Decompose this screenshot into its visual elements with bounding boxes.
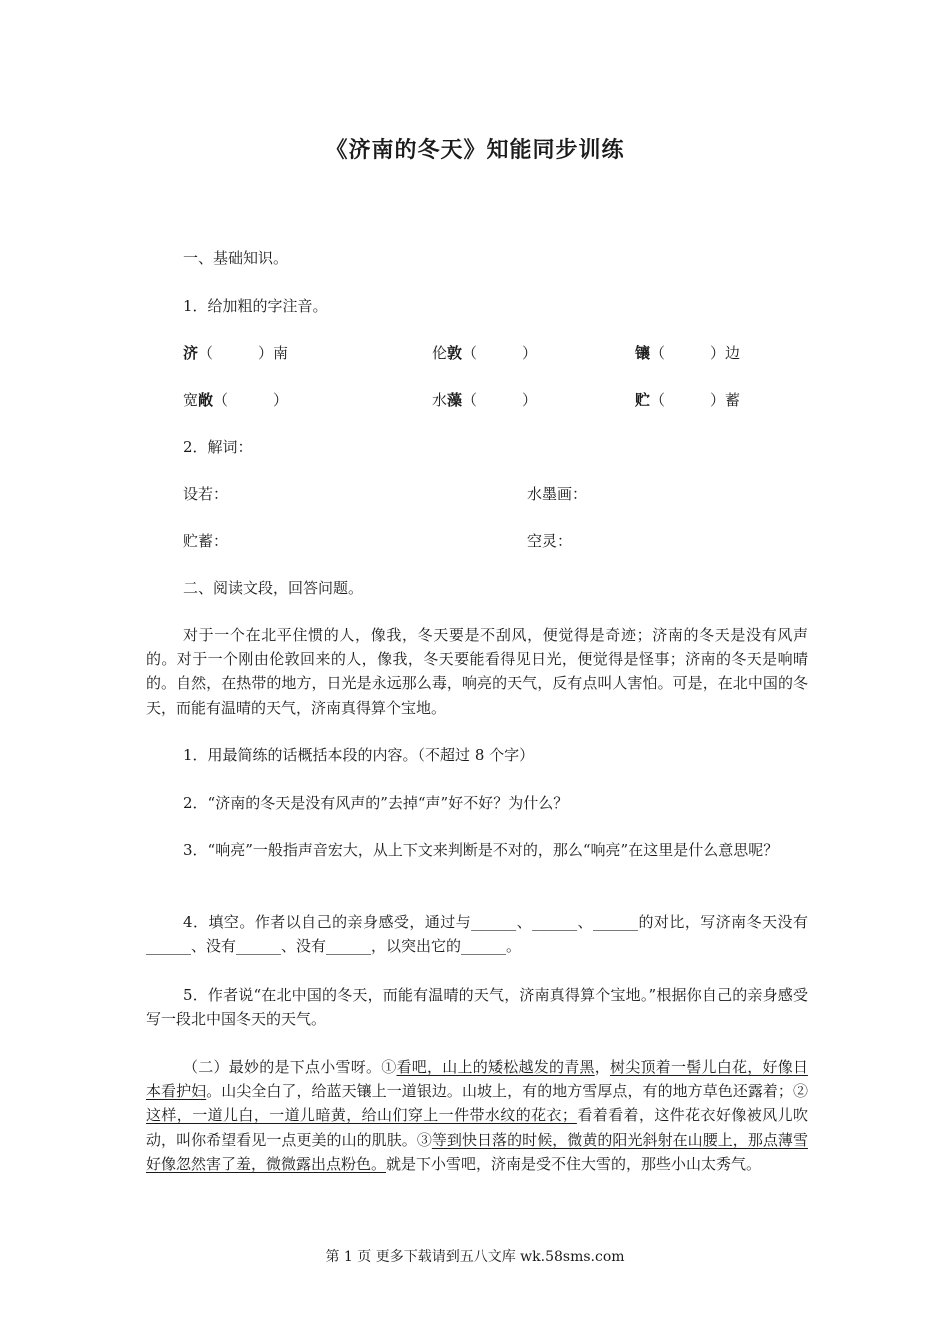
question-1: 1．用最简练的话概括本段的内容。（不超过 8 个字） (183, 746, 535, 764)
pinyin-item-1 (183, 343, 288, 363)
vocab-word-1: 设若： (183, 485, 229, 503)
pinyin-item-post: （ ）边 (650, 344, 741, 362)
reading-passage: 对于一个在北平住惯的人，像我，冬天要是不刮风，便觉得是奇迹；济南的冬天是没有风声的。对于一个刚由伦敦回来的人，像我，冬天要能看得见日光，便觉得是怪事；济南的冬天是响晴的。自然，在热带的地方，日光是永远那么毒，响亮的天气，反有点叫人害怕。可是，在北中国的冬天，而能有温晴的天气，济南真得算个宝地。 (146, 626, 808, 717)
pinyin-item-bold: 镶 (635, 344, 651, 362)
pinyin-item-post: （ ）蓄 (650, 391, 741, 409)
pinyin-item-bold: 藻 (447, 391, 463, 409)
q2-prompt: 2．解词： (183, 438, 253, 456)
pinyin-item-2 (432, 343, 537, 363)
passage-segment: （二）最妙的是下点小雪呀。① (183, 1058, 397, 1076)
passage-segment: 。山尖全白了，给蓝天镶上一道银边。山坡上，有的地方雪厚点，有的地方草色还露着；② (206, 1082, 808, 1101)
document-title: 《济南的冬天》知能同步训练 (325, 137, 625, 163)
pinyin-item-post: （ ） (462, 344, 538, 362)
underlined-sentence-2: 这样，一道儿白，一道儿暗黄，给山们穿上一件带水纹的花衣； (146, 1106, 577, 1125)
page-footer: 第 1 页 更多下载请到五八文库 wk.58sms.com (325, 1249, 625, 1265)
pinyin-item-bold: 敦 (447, 344, 463, 362)
pinyin-item-4 (183, 390, 288, 410)
passage-segment: 看着看着，这件花衣好像被风儿吹动，叫你希望看见一点更美的山的肌肤。③ (146, 1106, 808, 1149)
second-passage (146, 1055, 808, 1176)
question-4: 4．填空。作者以自己的亲身感受，通过与______、______、______的对比，写济南冬天没有______、没有______、没有______，以突出它的______。 (146, 913, 808, 956)
pinyin-item-bold: 敞 (198, 391, 214, 409)
pinyin-item-pre: 宽 (183, 391, 199, 409)
passage-segment: 就是下小雪吧，济南是受不住大雪的，那些小山太秀气。 (386, 1154, 762, 1173)
pinyin-item-post: （ ）南 (198, 344, 289, 362)
pinyin-item-post: （ ） (213, 391, 289, 409)
question-5: 5．作者说“在北中国的冬天，而能有温晴的天气，济南真得算个宝地。”根据你自己的亲身感受写一段北中国冬天的天气。 (146, 986, 808, 1029)
question-2: 2．“济南的冬天是没有风声的”去掉“声”好不好？为什么？ (183, 794, 569, 812)
pinyin-item-pre: 伦 (432, 344, 448, 362)
underlined-sentence-1b: 树尖顶着一髻儿白花，好像日本看护妇 (146, 1058, 808, 1101)
vocab-word-4: 空灵： (527, 532, 573, 550)
pinyin-item-bold: 贮 (635, 391, 651, 409)
underlined-sentence-1a: 看吧，山上的矮松越发的青黑 (396, 1058, 595, 1076)
pinyin-item-5 (432, 390, 537, 410)
vocab-word-3: 贮蓄： (183, 532, 229, 550)
question-3: 3．“响亮”一般指声音宏大，从上下文来判断是不对的，那么“响亮”在这里是什么意思呢？ (183, 841, 779, 859)
underlined-sentence-3: 等到快日落的时候，微黄的阳光斜射在山腰上，那点薄雪好像忽然害了羞，微微露出点粉色。 (146, 1130, 808, 1173)
q1-prompt: 1．给加粗的字注音。 (183, 297, 328, 315)
pinyin-item-bold: 济 (183, 344, 199, 362)
passage-segment: ， (594, 1058, 610, 1076)
pinyin-item-pre: 水 (432, 391, 448, 409)
pinyin-item-3 (635, 343, 740, 363)
pinyin-item-6 (635, 390, 740, 410)
section2-heading: 二、阅读文段，回答问题。 (183, 579, 364, 597)
pinyin-item-post: （ ） (462, 391, 538, 409)
vocab-word-2: 水墨画： (527, 485, 588, 503)
section1-heading: 一、基础知识。 (183, 249, 289, 267)
